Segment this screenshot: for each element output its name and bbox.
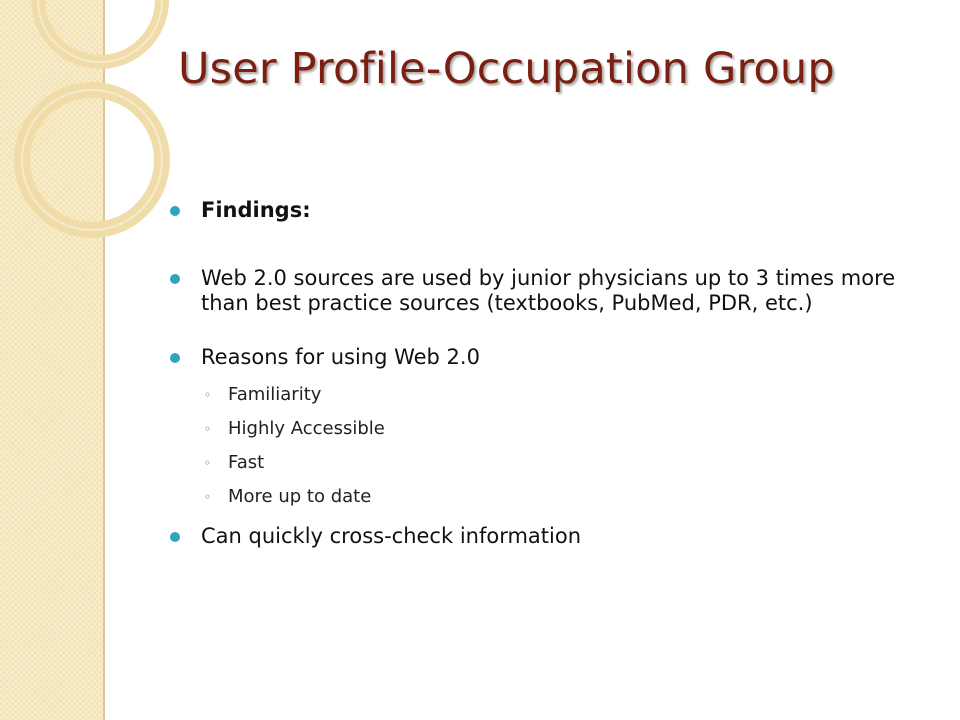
ring-bullet-icon: ◦: [204, 456, 212, 470]
sub-bullet-familiarity: [164, 384, 924, 406]
slide-title: User Profile-Occupation Group: [178, 44, 835, 94]
sub-bullet-up-to-date: [164, 486, 924, 508]
sub-bullet-fast: [164, 452, 924, 474]
ring-bullet-icon: ◦: [204, 490, 212, 504]
sub-bullet-text: More up to date: [228, 486, 372, 507]
bullet-text: Can quickly cross-check information: [201, 524, 582, 548]
bullet-dot-icon: [170, 274, 180, 284]
sub-bullet-text: Familiarity: [228, 384, 322, 405]
concentric-rings-icon: [0, 0, 140, 260]
bullet-dot-icon: [170, 206, 180, 216]
bullet-text: Findings:: [201, 198, 311, 222]
bullet-web-usage: [164, 266, 924, 316]
bullet-dot-icon: [170, 532, 180, 542]
bullet-text: Reasons for using Web 2.0: [201, 345, 480, 369]
sub-bullet-text: Fast: [228, 452, 265, 473]
sub-bullet-text: Highly Accessible: [228, 418, 385, 439]
sub-bullet-accessible: [164, 418, 924, 440]
bullet-reasons: [164, 345, 924, 370]
ring-bullet-icon: ◦: [204, 422, 212, 436]
bullet-dot-icon: [170, 353, 180, 363]
bullet-cross-check: [164, 524, 924, 549]
bullet-text: Web 2.0 sources are used by junior physicians up to 3 times more than best practice sources (textbooks, PubMed, PDR, etc.): [201, 266, 896, 315]
slide-content: [164, 190, 924, 549]
ring-bullet-icon: ◦: [204, 388, 212, 402]
bullet-findings: [164, 198, 924, 223]
